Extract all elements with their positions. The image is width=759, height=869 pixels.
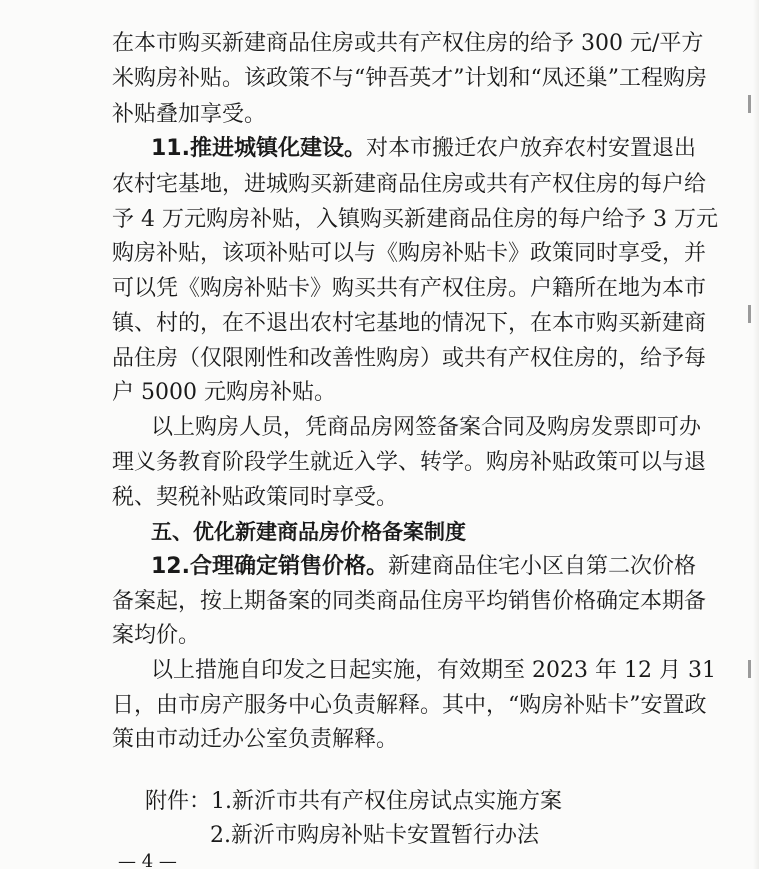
section-11-line bbox=[151, 135, 696, 163]
section-12-text: 新建商品住宅小区自第二次价格 bbox=[387, 554, 696, 579]
paragraph-line: 策由市动迁办公室负责解释。 bbox=[112, 727, 399, 752]
paragraph-line: 以上措施自印发之日起实施，有效期至 2023 年 12 月 31 bbox=[151, 658, 716, 683]
attachment-list: 附件：1.新沂市共有产权住房试点实施方案 bbox=[145, 789, 562, 814]
paragraph-line: 可以凭《购房补贴卡》购买共有产权住房。户籍所在地为本市 bbox=[112, 276, 707, 301]
margin-mark bbox=[748, 95, 751, 113]
paragraph-line: 予 4 万元购房补贴，入镇购买新建商品住房的每户给予 3 万元 bbox=[112, 207, 718, 232]
paragraph-line: 米购房补贴。该政策不与“钟吾英才”计划和“凤还巢”工程购房 bbox=[112, 66, 707, 91]
paragraph-line: 品住房（仅限刚性和改善性购房）或共有产权住房的，给予每 bbox=[112, 346, 707, 371]
section-11-text: 对本市搬迁农户放弃农村安置退出 bbox=[365, 136, 696, 161]
section-12-line bbox=[151, 553, 696, 581]
paragraph-line: 案均价。 bbox=[112, 623, 201, 648]
attachment-item: 2.新沂市购房补贴卡安置暂行办法 bbox=[210, 823, 539, 848]
page-edge-shadow bbox=[753, 0, 759, 869]
paragraph-line: 日，由市房产服务中心负责解释。其中，“购房补贴卡”安置政 bbox=[112, 693, 707, 718]
paragraph-line: 户 5000 元购房补贴。 bbox=[112, 380, 336, 405]
paragraph-line: 备案起，按上期备案的同类商品住房平均销售价格确定本期备 bbox=[112, 589, 707, 614]
paragraph-line: 购房补贴，该项补贴可以与《购房补贴卡》政策同时享受，并 bbox=[112, 241, 707, 266]
margin-mark bbox=[748, 660, 751, 678]
paragraph-line: 税、契税补贴政策同时享受。 bbox=[112, 485, 399, 510]
paragraph-line: 补贴叠加享受。 bbox=[112, 102, 267, 127]
section-heading: 五、优化新建商品房价格备案制度 bbox=[151, 520, 466, 544]
paragraph-line: 理义务教育阶段学生就近入学、转学。购房补贴政策可以与退 bbox=[112, 450, 707, 475]
paragraph-line: 在本市购买新建商品住房或共有产权住房的给予 300 元/平方 bbox=[112, 31, 704, 56]
paragraph-line: 农村宅基地，进城购买新建商品住房或共有产权住房的每户给 bbox=[112, 172, 707, 197]
section-12-title: 12.合理确定销售价格。 bbox=[151, 554, 388, 579]
page-number: — 4 — bbox=[118, 851, 177, 869]
paragraph-line: 镇、村的，在不退出农村宅基地的情况下，在本市购买新建商 bbox=[112, 311, 707, 336]
margin-mark bbox=[748, 305, 751, 323]
section-11-title: 11.推进城镇化建设。 bbox=[151, 136, 366, 161]
paragraph-line: 以上购房人员，凭商品房网签备案合同及购房发票即可办 bbox=[151, 415, 702, 440]
